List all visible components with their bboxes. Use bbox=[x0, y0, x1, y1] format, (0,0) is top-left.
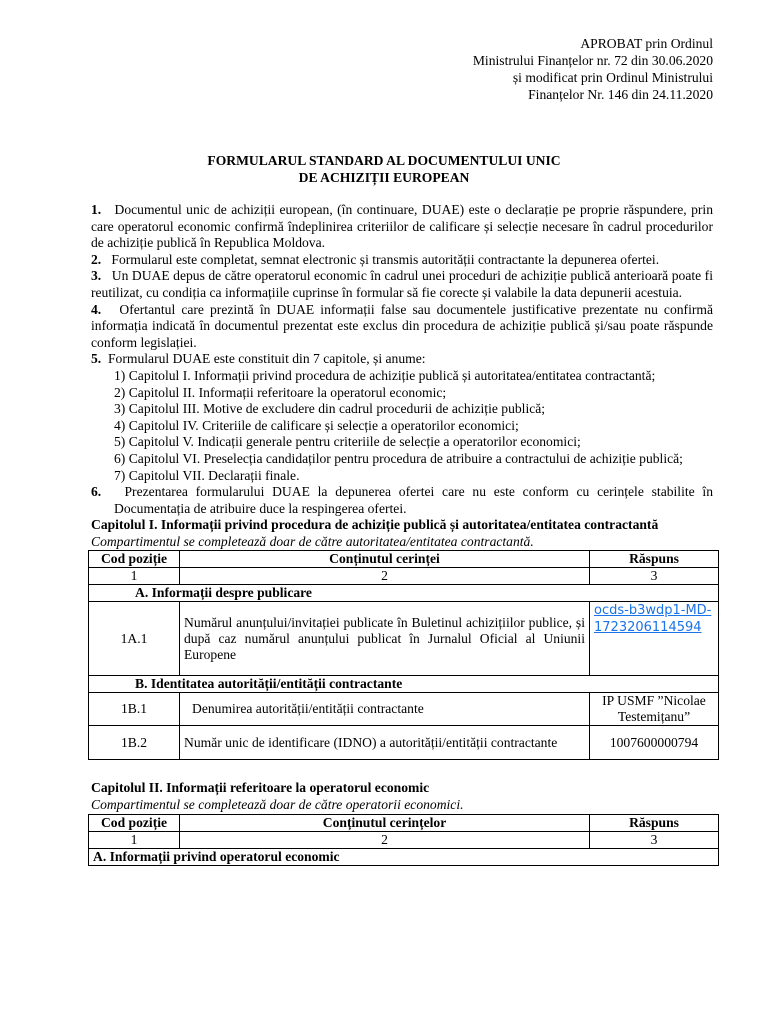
column-number: 1 bbox=[89, 568, 180, 585]
paragraph-3 bbox=[91, 268, 713, 301]
title-line: DE ACHIZIȚII EUROPEAN bbox=[298, 170, 470, 185]
column-number: 2 bbox=[180, 831, 590, 848]
spacer bbox=[91, 760, 713, 780]
header-answer: Răspuns bbox=[590, 551, 719, 568]
header-code: Cod poziție bbox=[89, 551, 180, 568]
table-number-row bbox=[89, 831, 719, 848]
chapter-2-note: Compartimentul se completează doar de către operatorii economici. bbox=[91, 797, 464, 813]
paragraph-number: 4. bbox=[91, 301, 102, 317]
header-answer: Răspuns bbox=[590, 814, 719, 831]
section-row bbox=[89, 848, 719, 865]
approval-line: și modificat prin Ordinul Ministrului bbox=[512, 70, 713, 85]
chapter-list-item: 1) Capitolul I. Informații privind procedura de achiziție publică și autoritatea/entitatea contractantă; bbox=[114, 367, 656, 383]
approval-line: Ministrului Finanțelor nr. 72 din 30.06.2020 bbox=[472, 53, 713, 68]
table-row bbox=[89, 693, 719, 726]
paragraph-text: Ofertantul care prezintă în DUAE informații false sau documentele justificative prezentate nu confirmă informația indicată în documentul prezentat este exclus din procedura de achiziție publică și/sau poate răspunde conform legislației. bbox=[91, 301, 713, 350]
row-code: 1A.1 bbox=[89, 602, 180, 676]
chapter-list-item: 6) Capitolul VI. Preselecția candidaților pentru procedura de atribuire a contractului de achiziție publică; bbox=[114, 450, 683, 466]
paragraph-text: Formularul este completat, semnat electronic și transmis autorității contractante la depunerea ofertei. bbox=[111, 251, 660, 267]
row-content: Denumirea autorității/entității contractante bbox=[180, 693, 590, 726]
table-header-row bbox=[89, 814, 719, 831]
header-content: Conținutul cerinței bbox=[180, 551, 590, 568]
document-body bbox=[91, 202, 713, 866]
paragraph-text: Formularul DUAE este constituit din 7 capitole, și anume: bbox=[108, 351, 426, 367]
document-title bbox=[0, 152, 768, 186]
section-row bbox=[89, 676, 719, 693]
table-row bbox=[89, 602, 719, 676]
row-content: Numărul anunțului/invitației publicate în Buletinul achizițiilor publice, și după caz numărul anunțului publicat în Jurnalul Oficial al Uniunii Europene bbox=[180, 602, 590, 676]
chapter-1-table bbox=[88, 550, 719, 760]
paragraph-4 bbox=[91, 302, 713, 352]
chapter-list-item: 7) Capitolul VII. Declarații finale. bbox=[114, 467, 300, 483]
section-row bbox=[89, 585, 719, 602]
column-number: 3 bbox=[590, 831, 719, 848]
row-code: 1B.2 bbox=[89, 726, 180, 760]
paragraph-number: 2. bbox=[91, 251, 102, 267]
row-content: Număr unic de identificare (IDNO) a autorității/entității contractante bbox=[180, 726, 590, 760]
paragraph-number: 3. bbox=[91, 268, 102, 284]
chapter-1-title: Capitolul I. Informații privind procedura de achiziție publică și autoritatea/entitatea contractantă bbox=[91, 517, 659, 533]
row-answer: IP USMF ”Nicolae Testemițanu” bbox=[590, 693, 719, 726]
approval-note bbox=[473, 35, 713, 103]
table-header-row bbox=[89, 551, 719, 568]
paragraph-number: 5. bbox=[91, 351, 102, 367]
title-line: FORMULARUL STANDARD AL DOCUMENTULUI UNIC bbox=[207, 153, 561, 168]
paragraph-text: Prezentarea formularului DUAE la depunerea ofertei care nu este conform cu cerințele stabilite în Documentația de atribuire duce la respingerea ofertei. bbox=[114, 484, 714, 516]
paragraph-1 bbox=[91, 202, 713, 252]
approval-line: Finanțelor Nr. 146 din 24.11.2020 bbox=[528, 87, 713, 102]
chapter-list-item: 4) Capitolul IV. Criteriile de calificare și selecție a operatorilor economici; bbox=[114, 417, 519, 433]
column-number: 2 bbox=[180, 568, 590, 585]
paragraph-5 bbox=[91, 351, 713, 368]
column-number: 3 bbox=[590, 568, 719, 585]
table-row bbox=[89, 726, 719, 760]
approval-line: APROBAT prin Ordinul bbox=[580, 36, 713, 51]
header-content: Conținutul cerințelor bbox=[180, 814, 590, 831]
paragraph-6 bbox=[91, 484, 713, 517]
paragraph-2 bbox=[91, 252, 713, 269]
column-number: 1 bbox=[89, 831, 180, 848]
paragraph-number: 1. bbox=[91, 202, 102, 217]
paragraph-number: 6. bbox=[91, 484, 102, 500]
row-answer: 1007600000794 bbox=[590, 726, 719, 760]
section-a-title: A. Informații privind operatorul economic bbox=[89, 848, 719, 865]
paragraph-text: Un DUAE depus de către operatorul economic în cadrul unei proceduri de achiziție publică anterioară poate fi reutilizat, cu condiția ca informațiile cuprinse în formular să fie corecte și valabile la data depunerii acestuia. bbox=[91, 268, 713, 300]
procedure-link[interactable]: ocds-b3wdp1-MD-1723206114594 bbox=[590, 602, 719, 676]
table-number-row bbox=[89, 568, 719, 585]
chapter-list-item: 2) Capitolul II. Informații referitoare la operatorul economic; bbox=[114, 384, 447, 400]
chapter-2-title: Capitolul II. Informații referitoare la operatorul economic bbox=[91, 780, 430, 796]
chapter-1-note: Compartimentul se completează doar de către autoritatea/entitatea contractantă. bbox=[91, 533, 534, 549]
chapter-list-item: 3) Capitolul III. Motive de excludere din cadrul procedurii de achiziție publică; bbox=[114, 401, 546, 417]
row-code: 1B.1 bbox=[89, 693, 180, 726]
header-code: Cod poziție bbox=[89, 814, 180, 831]
paragraph-text: Documentul unic de achiziții european, (în continuare, DUAE) este o declarație pe proprie răspundere, prin care operatorul economic confirmă îndeplinirea criteriilor de calificare și selecție necesare în cadrul procedurilor de achiziție publică în Republica Moldova. bbox=[91, 202, 714, 251]
chapter-list-item: 5) Capitolul V. Indicații generale pentru criteriile de selecție a operatorilor economici; bbox=[114, 434, 581, 450]
chapter-2-table bbox=[88, 814, 719, 866]
section-b-title: B. Identitatea autorității/entității contractante bbox=[89, 676, 719, 693]
section-a-title: A. Informații despre publicare bbox=[89, 585, 719, 602]
